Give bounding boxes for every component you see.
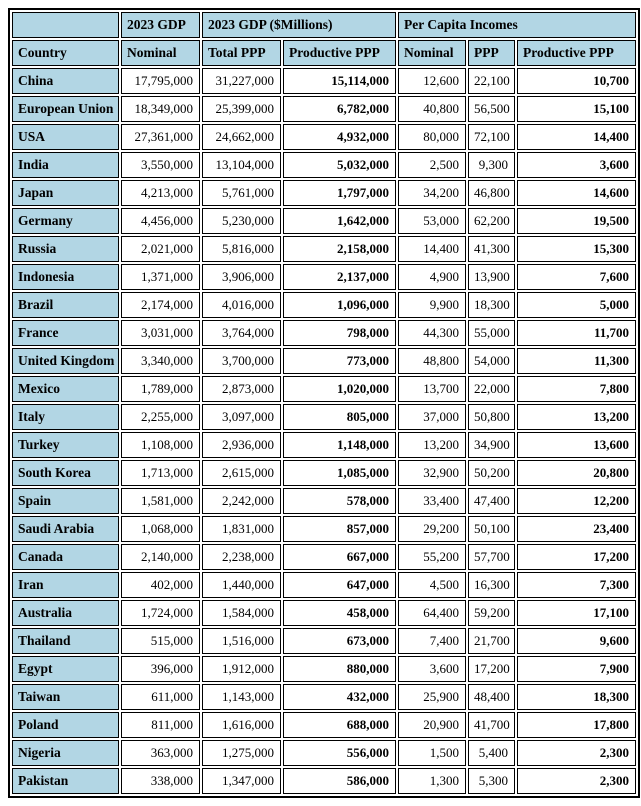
percapita-ppp-cell: 41,300 [468,236,515,262]
gdp-total-ppp-cell: 2,238,000 [202,544,281,570]
percapita-ppp-cell: 16,300 [468,572,515,598]
gdp-total-ppp-cell: 5,816,000 [202,236,281,262]
column-header-row [12,40,636,66]
percapita-nominal-cell: 55,200 [398,544,466,570]
percapita-nominal-cell: 34,200 [398,180,466,206]
gdp-nominal-cell: 402,000 [121,572,200,598]
percapita-productive-ppp-cell: 15,300 [517,236,636,262]
gdp-total-ppp-cell: 3,700,000 [202,348,281,374]
table-row [12,600,636,626]
gdp-productive-ppp-cell: 458,000 [283,600,396,626]
country-cell: Canada [12,544,119,570]
gdp-productive-ppp-cell: 2,137,000 [283,264,396,290]
percapita-ppp-cell: 54,000 [468,348,515,374]
percapita-productive-ppp-cell: 2,300 [517,740,636,766]
table-row [12,68,636,94]
country-cell: Italy [12,404,119,430]
gdp-productive-ppp-cell: 647,000 [283,572,396,598]
table-row [12,460,636,486]
gdp-productive-ppp-cell: 15,114,000 [283,68,396,94]
percapita-nominal-cell: 2,500 [398,152,466,178]
percapita-ppp-cell: 41,700 [468,712,515,738]
country-cell: Egypt [12,656,119,682]
gdp-nominal-cell: 17,795,000 [121,68,200,94]
table-row [12,124,636,150]
gdp-nominal-cell: 3,340,000 [121,348,200,374]
gdp-total-ppp-cell: 1,912,000 [202,656,281,682]
column-header-percapita-nominal: Nominal [398,40,466,66]
table-row [12,712,636,738]
gdp-nominal-cell: 1,789,000 [121,376,200,402]
percapita-ppp-cell: 50,200 [468,460,515,486]
gdp-nominal-cell: 2,174,000 [121,292,200,318]
country-cell: Nigeria [12,740,119,766]
gdp-total-ppp-cell: 31,227,000 [202,68,281,94]
gdp-productive-ppp-cell: 586,000 [283,768,396,794]
percapita-productive-ppp-cell: 15,100 [517,96,636,122]
column-header-gdp-nominal: Nominal [121,40,200,66]
gdp-nominal-cell: 1,724,000 [121,600,200,626]
percapita-ppp-cell: 5,300 [468,768,515,794]
country-cell: USA [12,124,119,150]
percapita-productive-ppp-cell: 7,600 [517,264,636,290]
percapita-productive-ppp-cell: 10,700 [517,68,636,94]
gdp-nominal-cell: 1,581,000 [121,488,200,514]
percapita-productive-ppp-cell: 7,800 [517,376,636,402]
percapita-ppp-cell: 50,800 [468,404,515,430]
gdp-total-ppp-cell: 4,016,000 [202,292,281,318]
gdp-total-ppp-cell: 1,143,000 [202,684,281,710]
percapita-ppp-cell: 59,200 [468,600,515,626]
percapita-productive-ppp-cell: 12,200 [517,488,636,514]
gdp-nominal-cell: 3,550,000 [121,152,200,178]
country-cell: Spain [12,488,119,514]
table-row [12,740,636,766]
percapita-productive-ppp-cell: 17,100 [517,600,636,626]
gdp-productive-ppp-cell: 805,000 [283,404,396,430]
country-cell: Poland [12,712,119,738]
gdp-productive-ppp-cell: 1,085,000 [283,460,396,486]
country-cell: Thailand [12,628,119,654]
table-row [12,236,636,262]
table-row [12,572,636,598]
country-cell: Taiwan [12,684,119,710]
percapita-nominal-cell: 14,400 [398,236,466,262]
table-row [12,348,636,374]
table-row [12,208,636,234]
table-row [12,152,636,178]
percapita-nominal-cell: 80,000 [398,124,466,150]
column-header-gdp-total-ppp: Total PPP [202,40,281,66]
percapita-productive-ppp-cell: 3,600 [517,152,636,178]
table-row [12,432,636,458]
table-row [12,404,636,430]
percapita-ppp-cell: 22,000 [468,376,515,402]
column-header-country: Country [12,40,119,66]
percapita-productive-ppp-cell: 13,200 [517,404,636,430]
gdp-total-ppp-cell: 25,399,000 [202,96,281,122]
percapita-nominal-cell: 33,400 [398,488,466,514]
gdp-productive-ppp-cell: 578,000 [283,488,396,514]
country-cell: United Kingdom [12,348,119,374]
gdp-total-ppp-cell: 13,104,000 [202,152,281,178]
gdp-nominal-cell: 2,021,000 [121,236,200,262]
percapita-ppp-cell: 57,700 [468,544,515,570]
country-cell: Iran [12,572,119,598]
percapita-ppp-cell: 47,400 [468,488,515,514]
percapita-nominal-cell: 53,000 [398,208,466,234]
column-header-percapita-productive-ppp: Productive PPP [517,40,636,66]
percapita-productive-ppp-cell: 14,600 [517,180,636,206]
percapita-ppp-cell: 22,100 [468,68,515,94]
percapita-ppp-cell: 17,200 [468,656,515,682]
percapita-productive-ppp-cell: 7,900 [517,656,636,682]
percapita-ppp-cell: 50,100 [468,516,515,542]
percapita-productive-ppp-cell: 2,300 [517,768,636,794]
percapita-productive-ppp-cell: 23,400 [517,516,636,542]
percapita-nominal-cell: 20,900 [398,712,466,738]
percapita-ppp-cell: 56,500 [468,96,515,122]
gdp-nominal-cell: 1,108,000 [121,432,200,458]
table-row [12,656,636,682]
percapita-nominal-cell: 64,400 [398,600,466,626]
gdp-productive-ppp-cell: 4,932,000 [283,124,396,150]
country-cell: Saudi Arabia [12,516,119,542]
gdp-nominal-cell: 2,255,000 [121,404,200,430]
percapita-nominal-cell: 3,600 [398,656,466,682]
gdp-total-ppp-cell: 3,764,000 [202,320,281,346]
percapita-ppp-cell: 62,200 [468,208,515,234]
gdp-nominal-cell: 2,140,000 [121,544,200,570]
percapita-ppp-cell: 55,000 [468,320,515,346]
gdp-nominal-cell: 338,000 [121,768,200,794]
country-cell: Brazil [12,292,119,318]
percapita-ppp-cell: 46,800 [468,180,515,206]
gdp-total-ppp-cell: 2,615,000 [202,460,281,486]
percapita-nominal-cell: 40,800 [398,96,466,122]
gdp-productive-ppp-cell: 880,000 [283,656,396,682]
table-row [12,768,636,794]
gdp-total-ppp-cell: 1,831,000 [202,516,281,542]
percapita-nominal-cell: 1,300 [398,768,466,794]
percapita-nominal-cell: 13,200 [398,432,466,458]
percapita-productive-ppp-cell: 17,200 [517,544,636,570]
gdp-productive-ppp-cell: 432,000 [283,684,396,710]
gdp-nominal-cell: 27,361,000 [121,124,200,150]
country-cell: Indonesia [12,264,119,290]
gdp-nominal-cell: 4,456,000 [121,208,200,234]
percapita-productive-ppp-cell: 18,300 [517,684,636,710]
country-cell: Russia [12,236,119,262]
gdp-nominal-cell: 1,371,000 [121,264,200,290]
header-group-per-capita-incomes: Per Capita Incomes [398,12,636,38]
gdp-productive-ppp-cell: 2,158,000 [283,236,396,262]
gdp-total-ppp-cell: 1,616,000 [202,712,281,738]
table-body [12,68,636,794]
gdp-table [8,8,640,798]
header-group-gdp-millions: 2023 GDP ($Millions) [202,12,396,38]
gdp-productive-ppp-cell: 773,000 [283,348,396,374]
country-cell: Mexico [12,376,119,402]
gdp-productive-ppp-cell: 1,148,000 [283,432,396,458]
gdp-nominal-cell: 611,000 [121,684,200,710]
gdp-productive-ppp-cell: 857,000 [283,516,396,542]
country-cell: India [12,152,119,178]
table-row [12,628,636,654]
gdp-total-ppp-cell: 2,242,000 [202,488,281,514]
gdp-total-ppp-cell: 24,662,000 [202,124,281,150]
percapita-ppp-cell: 18,300 [468,292,515,318]
header-group-row [12,12,636,38]
percapita-nominal-cell: 9,900 [398,292,466,318]
country-cell: Pakistan [12,768,119,794]
table-row [12,516,636,542]
percapita-ppp-cell: 48,400 [468,684,515,710]
table-row [12,488,636,514]
gdp-productive-ppp-cell: 1,096,000 [283,292,396,318]
percapita-productive-ppp-cell: 11,300 [517,348,636,374]
country-cell: European Union [12,96,119,122]
gdp-productive-ppp-cell: 1,020,000 [283,376,396,402]
gdp-total-ppp-cell: 5,761,000 [202,180,281,206]
gdp-productive-ppp-cell: 1,642,000 [283,208,396,234]
gdp-productive-ppp-cell: 673,000 [283,628,396,654]
percapita-productive-ppp-cell: 19,500 [517,208,636,234]
percapita-ppp-cell: 34,900 [468,432,515,458]
country-cell: Turkey [12,432,119,458]
gdp-nominal-cell: 515,000 [121,628,200,654]
table-row [12,320,636,346]
header-group-2023-gdp: 2023 GDP [121,12,200,38]
gdp-productive-ppp-cell: 667,000 [283,544,396,570]
gdp-nominal-cell: 363,000 [121,740,200,766]
percapita-nominal-cell: 4,900 [398,264,466,290]
table-row [12,292,636,318]
country-cell: Australia [12,600,119,626]
table-row [12,376,636,402]
table-row [12,544,636,570]
column-header-gdp-productive-ppp: Productive PPP [283,40,396,66]
gdp-total-ppp-cell: 3,097,000 [202,404,281,430]
percapita-productive-ppp-cell: 20,800 [517,460,636,486]
gdp-productive-ppp-cell: 5,032,000 [283,152,396,178]
percapita-nominal-cell: 29,200 [398,516,466,542]
table-row [12,264,636,290]
percapita-productive-ppp-cell: 9,600 [517,628,636,654]
gdp-total-ppp-cell: 1,347,000 [202,768,281,794]
percapita-nominal-cell: 48,800 [398,348,466,374]
percapita-productive-ppp-cell: 13,600 [517,432,636,458]
gdp-nominal-cell: 1,068,000 [121,516,200,542]
percapita-ppp-cell: 9,300 [468,152,515,178]
country-cell: France [12,320,119,346]
gdp-total-ppp-cell: 2,873,000 [202,376,281,402]
country-cell: China [12,68,119,94]
gdp-nominal-cell: 3,031,000 [121,320,200,346]
percapita-nominal-cell: 32,900 [398,460,466,486]
gdp-nominal-cell: 811,000 [121,712,200,738]
gdp-total-ppp-cell: 5,230,000 [202,208,281,234]
percapita-productive-ppp-cell: 5,000 [517,292,636,318]
country-cell: Japan [12,180,119,206]
gdp-productive-ppp-cell: 798,000 [283,320,396,346]
country-cell: Germany [12,208,119,234]
percapita-nominal-cell: 7,400 [398,628,466,654]
percapita-ppp-cell: 72,100 [468,124,515,150]
percapita-ppp-cell: 21,700 [468,628,515,654]
gdp-productive-ppp-cell: 556,000 [283,740,396,766]
percapita-nominal-cell: 13,700 [398,376,466,402]
percapita-productive-ppp-cell: 11,700 [517,320,636,346]
gdp-productive-ppp-cell: 688,000 [283,712,396,738]
percapita-productive-ppp-cell: 17,800 [517,712,636,738]
gdp-total-ppp-cell: 1,275,000 [202,740,281,766]
percapita-nominal-cell: 37,000 [398,404,466,430]
gdp-total-ppp-cell: 3,906,000 [202,264,281,290]
table-row [12,684,636,710]
percapita-nominal-cell: 12,600 [398,68,466,94]
column-header-percapita-ppp: PPP [468,40,515,66]
table-header [12,12,636,66]
percapita-nominal-cell: 1,500 [398,740,466,766]
gdp-productive-ppp-cell: 6,782,000 [283,96,396,122]
percapita-productive-ppp-cell: 14,400 [517,124,636,150]
header-group-empty [12,12,119,38]
gdp-total-ppp-cell: 1,516,000 [202,628,281,654]
gdp-total-ppp-cell: 2,936,000 [202,432,281,458]
percapita-nominal-cell: 25,900 [398,684,466,710]
percapita-ppp-cell: 5,400 [468,740,515,766]
gdp-nominal-cell: 396,000 [121,656,200,682]
percapita-nominal-cell: 4,500 [398,572,466,598]
percapita-nominal-cell: 44,300 [398,320,466,346]
table-row [12,180,636,206]
gdp-productive-ppp-cell: 1,797,000 [283,180,396,206]
gdp-total-ppp-cell: 1,584,000 [202,600,281,626]
table-row [12,96,636,122]
gdp-total-ppp-cell: 1,440,000 [202,572,281,598]
gdp-nominal-cell: 18,349,000 [121,96,200,122]
gdp-nominal-cell: 1,713,000 [121,460,200,486]
percapita-productive-ppp-cell: 7,300 [517,572,636,598]
country-cell: South Korea [12,460,119,486]
percapita-ppp-cell: 13,900 [468,264,515,290]
gdp-nominal-cell: 4,213,000 [121,180,200,206]
